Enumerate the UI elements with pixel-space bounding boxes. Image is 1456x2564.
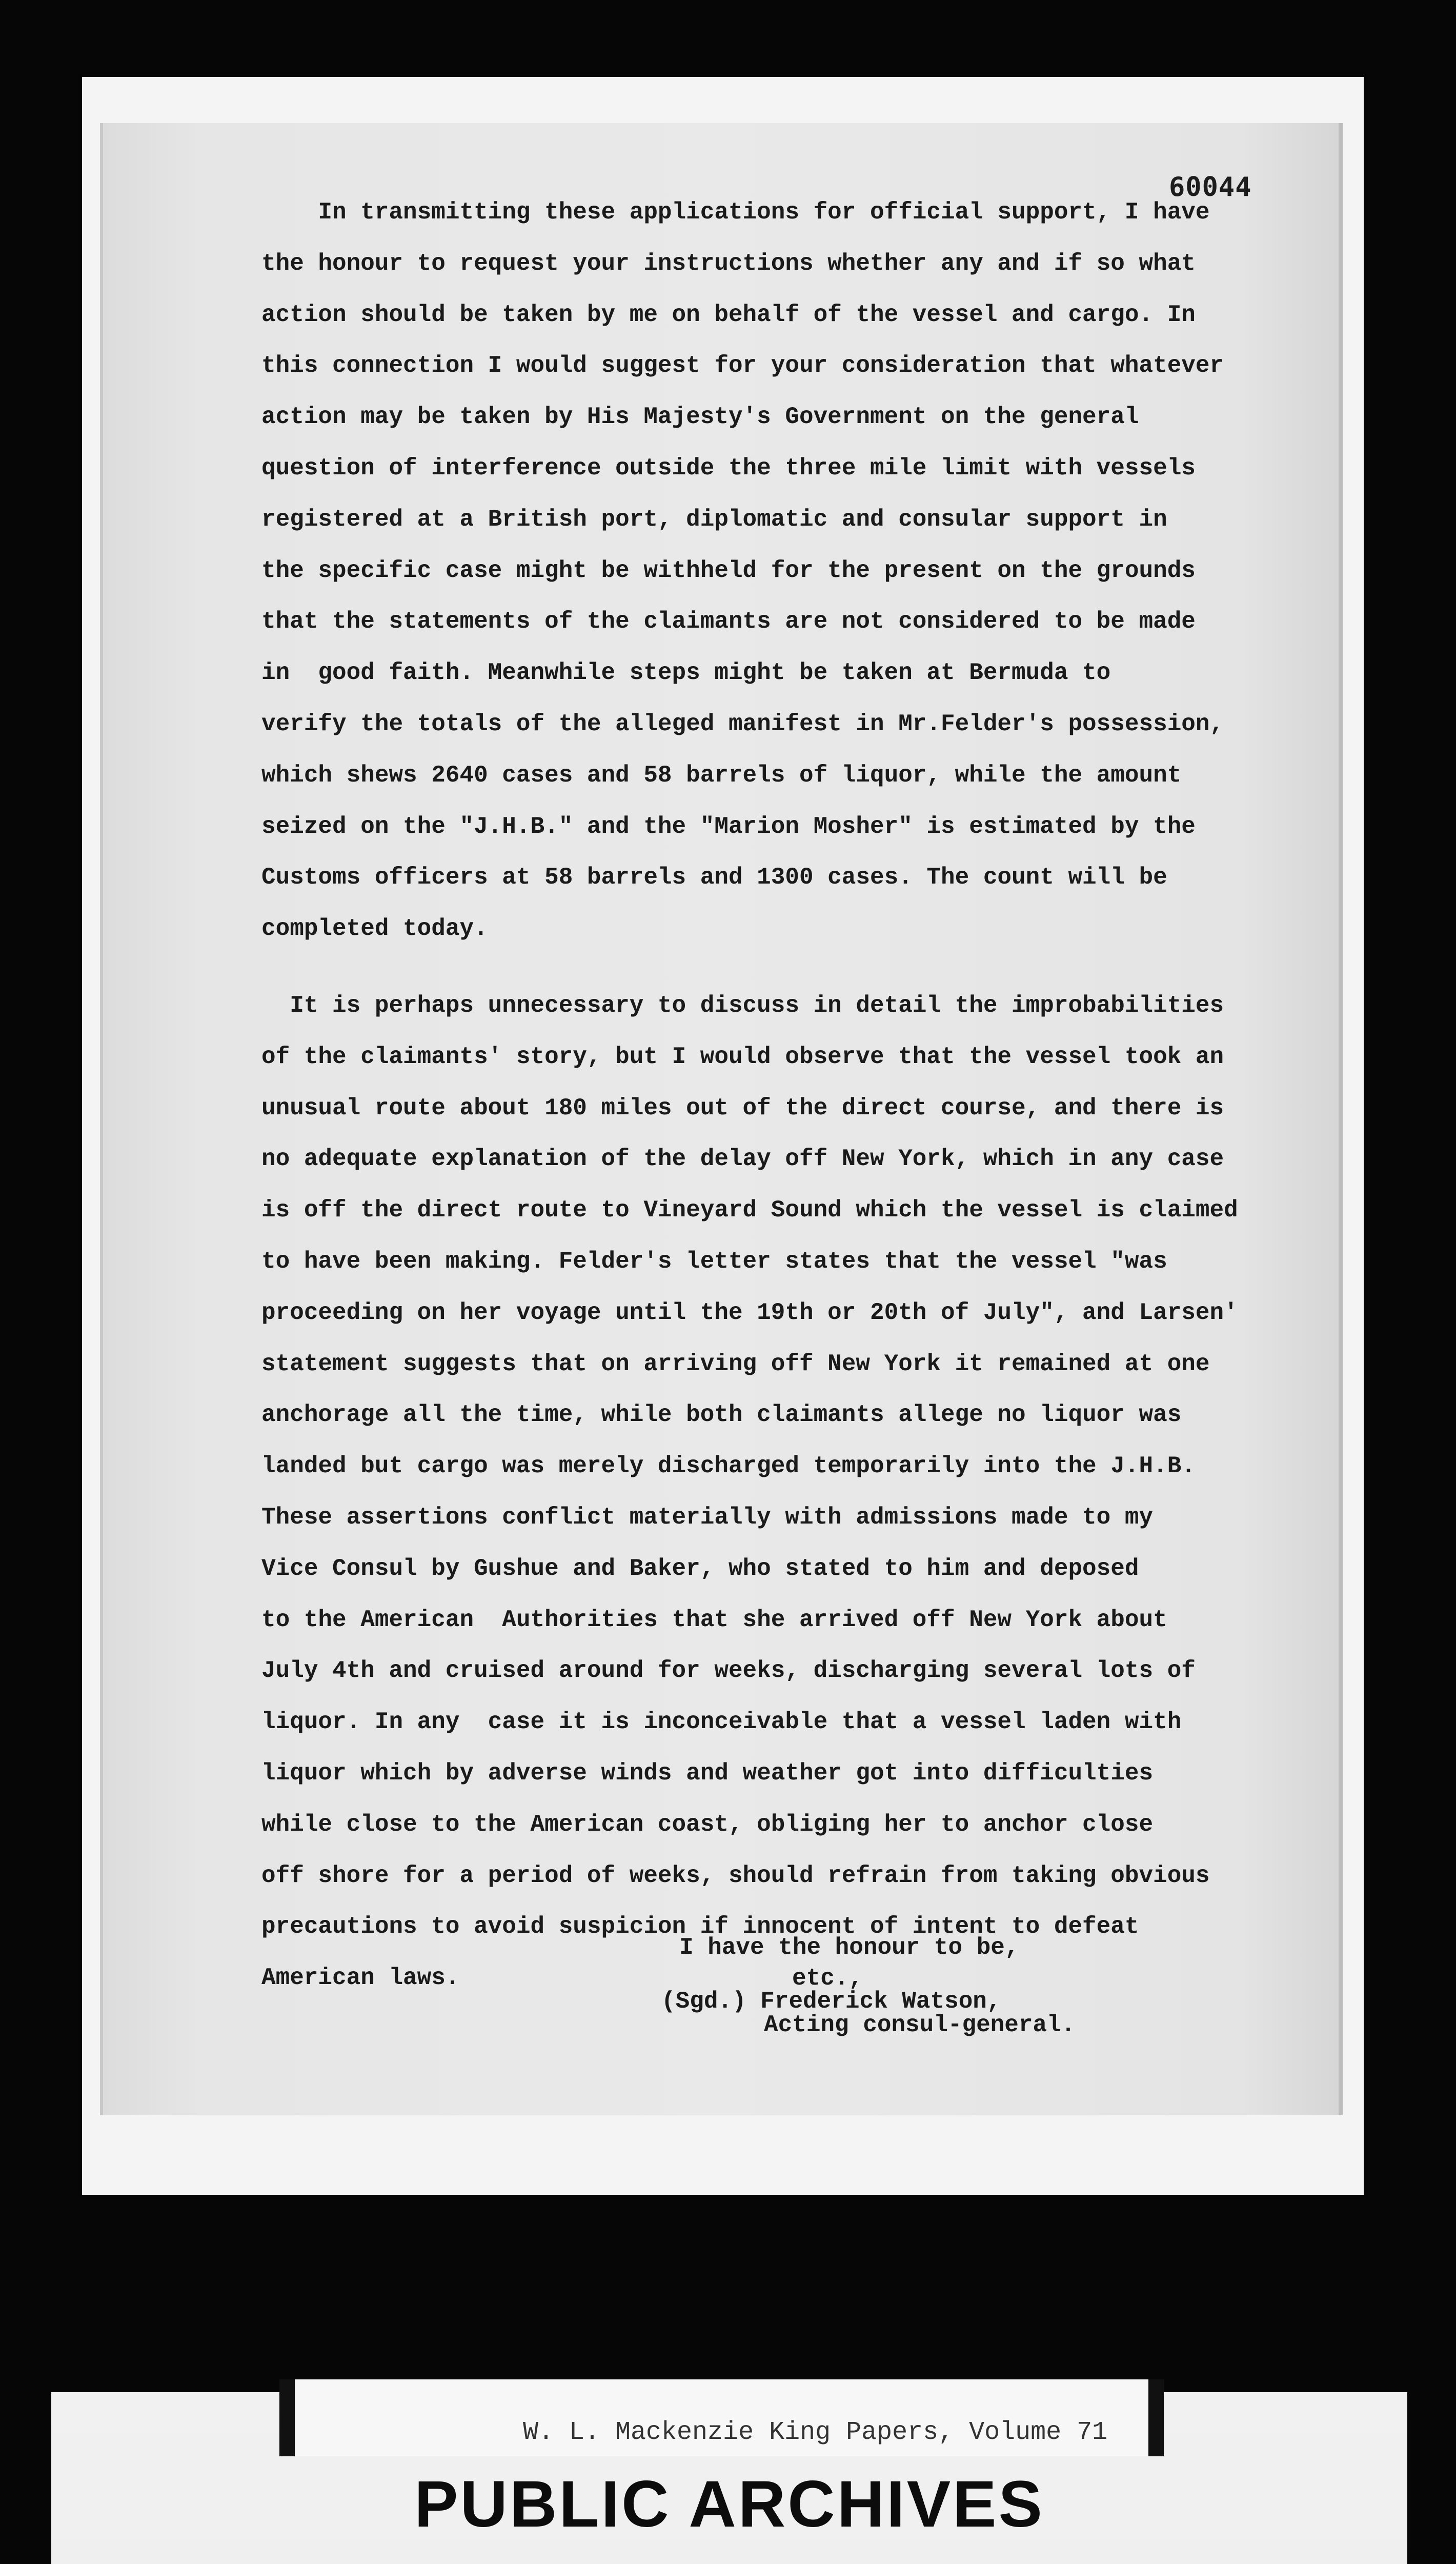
- text-line: completed today.: [261, 915, 488, 943]
- text-line: Vice Consul by Gushue and Baker, who stated to him and deposed: [261, 1555, 1139, 1582]
- text-line: statement suggests that on arriving off New York it remained at one: [261, 1350, 1210, 1377]
- paragraph-1: [261, 187, 1333, 980]
- text-line: no adequate explanation of the delay off New York, which in any case: [261, 1146, 1224, 1173]
- text-line: liquor which by adverse winds and weather got into difficulties: [261, 1759, 1154, 1787]
- text-line: this connection I would suggest for your consideration that whatever: [261, 352, 1224, 379]
- text-line: of the claimants' story, but I would observe that the vessel took an: [261, 1043, 1224, 1070]
- text-line: question of interference outside the three mile limit with vessels: [261, 454, 1196, 482]
- archive-title-english: PUBLIC ARCHIVES: [414, 2468, 1044, 2541]
- closing-title: Acting consul-general.: [764, 2012, 1076, 2038]
- text-line: that the statements of the claimants are not considered to be made: [261, 608, 1196, 635]
- text-line: to have been making. Felder's letter states that the vessel "was: [261, 1248, 1167, 1275]
- archive-reference: W. L. Mackenzie King Papers, Volume 71: [523, 2418, 1108, 2447]
- letter-closing: [661, 1936, 1075, 2037]
- text-line: Customs officers at 58 barrels and 1300 cases. The count will be: [261, 864, 1167, 891]
- text-line: American laws.: [261, 1965, 460, 1992]
- text-line: It is perhaps unnecessary to discuss in detail the improbabilities: [261, 992, 1224, 1019]
- text-line: precautions to avoid suspicion if innocent of intent to defeat: [261, 1913, 1139, 1940]
- text-line: These assertions conflict materially with admissions made to my: [261, 1504, 1154, 1531]
- text-line: July 4th and cruised around for weeks, discharging several lots of: [261, 1657, 1196, 1685]
- text-line: verify the totals of the alleged manifest in Mr.Felder's possession,: [261, 710, 1224, 737]
- letter-body: [261, 187, 1333, 2004]
- text-line: off shore for a period of weeks, should refrain from taking obvious: [261, 1862, 1210, 1889]
- text-line: to the American Authorities that she arrived off New York about: [261, 1606, 1167, 1633]
- text-line: action should be taken by me on behalf of the vessel and cargo. In: [261, 301, 1196, 328]
- text-line: while close to the American coast, obliging her to anchor close: [261, 1811, 1154, 1838]
- text-line: which shews 2640 cases and 58 barrels of liquor, while the amount: [261, 762, 1182, 789]
- text-line: proceeding on her voyage until the 19th or 20th of July", and Larsen': [261, 1299, 1238, 1326]
- closing-salutation: I have the honour to be,: [679, 1934, 1019, 1961]
- text-line: seized on the "J.H.B." and the "Marion Mosher" is estimated by the: [261, 813, 1196, 840]
- folio-number: 60044: [1169, 172, 1252, 203]
- text-line: registered at a British port, diplomatic and consular support in: [261, 506, 1167, 533]
- text-line: In transmitting these applications for official support, I have: [261, 199, 1210, 226]
- closing-etc: etc.,: [792, 1965, 863, 1992]
- text-line: the honour to request your instructions whether any and if so what: [261, 250, 1196, 277]
- text-line: landed but cargo was merely discharged temporarily into the J.H.B.: [261, 1453, 1196, 1480]
- text-line: the specific case might be withheld for the present on the grounds: [261, 557, 1196, 584]
- text-line: is off the direct route to Vineyard Sound which the vessel is claimed: [261, 1197, 1238, 1224]
- paragraph-2: [261, 980, 1333, 2004]
- text-line: liquor. In any case it is inconceivable that a vessel laden with: [261, 1709, 1182, 1736]
- text-line: anchorage all the time, while both claimants allege no liquor was: [261, 1401, 1182, 1429]
- text-line: in good faith. Meanwhile steps might be taken at Bermuda to: [261, 659, 1111, 687]
- closing-signature: (Sgd.) Frederick Watson,: [661, 1988, 1001, 2015]
- text-line: action may be taken by His Majesty's Government on the general: [261, 404, 1139, 431]
- text-line: unusual route about 180 miles out of the direct course, and there is: [261, 1094, 1224, 1121]
